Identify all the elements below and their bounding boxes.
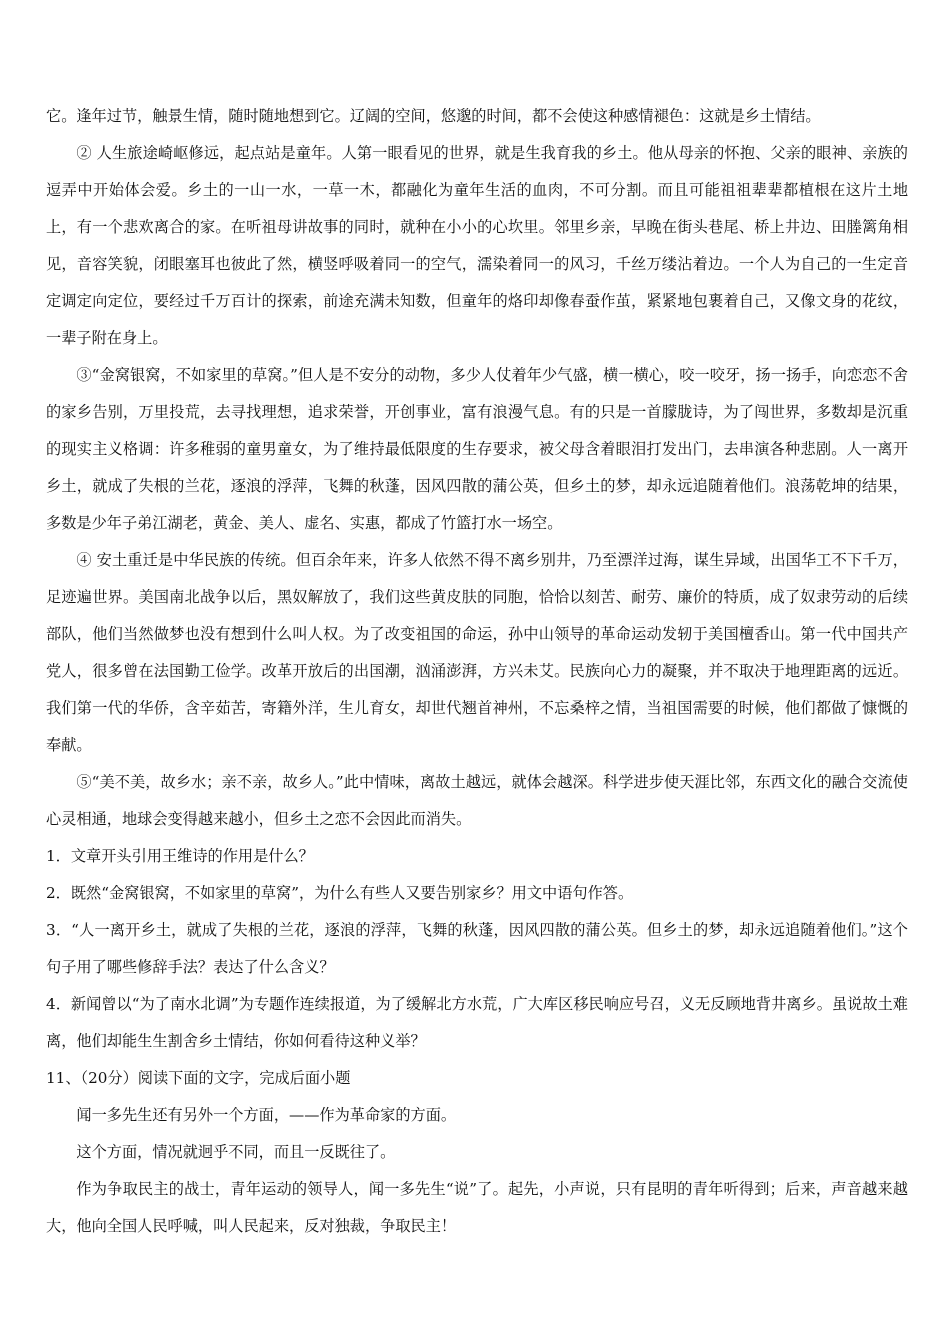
- section-11-heading: 11、（20分）阅读下面的文字，完成后面小题: [46, 1069, 351, 1087]
- article-paragraph-5: ⑤“美不美，故乡水；亲不亲，故乡人。”此中情味，离故土越远，就体会越深。科学进步使天涯比邻，东西文化的融合交流使心灵相通，地球会变得越来越小，但乡土之恋不会因此而消失。: [46, 773, 908, 828]
- question-3: 3．“人一离开乡土，就成了失根的兰花，逐浪的浮萍，飞舞的秋蓬，因风四散的蒲公英。但乡土的梦，却永远追随着他们。”这个句子用了哪些修辞手法？表达了什么含义？: [46, 921, 908, 976]
- section-11-paragraph-2: 这个方面，情况就迥乎不同，而且一反既往了。: [76, 1143, 396, 1161]
- section-11-paragraph-3: 作为争取民主的战士，青年运动的领导人，闻一多先生“说”了。起先，小声说，只有昆明的青年听得到；后来，声音越来越大，他向全国人民呼喊，叫人民起来，反对独裁，争取民主！: [46, 1180, 908, 1235]
- section-11-paragraph-1: 闻一多先生还有另外一个方面，——作为革命家的方面。: [76, 1106, 457, 1124]
- article-paragraph-1-tail: 它。逢年过节，触景生情，随时随地想到它。辽阔的空间，悠邈的时间，都不会使这种感情褪色：这就是乡土情结。: [46, 107, 821, 125]
- question-1: 1．文章开头引用王维诗的作用是什么？: [46, 847, 314, 865]
- article-paragraph-3: ③“金窝银窝，不如家里的草窝。”但人是不安分的动物，多少人仗着年少气盛，横一横心，咬一咬牙，扬一扬手，向恋恋不舍的家乡告别，万里投荒，去寻找理想，追求荣誉，开创事业，富有浪漫气息。有的只是一首朦胧诗，为了闯世界，多数却是沉重的现实主义格调：许多稚弱的童男童女，为了维持最低限度的生存要求，被父母含着眼泪打发出门，去串演各种悲剧。人一离开乡土，就成了失根的兰花，逐浪的浮萍，飞舞的秋蓬，因风四散的蒲公英，但乡土的梦，却永远追随着他们。浪荡乾坤的结果，多数是少年子弟江湖老，黄金、美人、虚名、实惠，都成了竹篮打水一场空。: [46, 366, 908, 532]
- question-4: 4．新闻曾以“为了南水北调”为专题作连续报道，为了缓解北方水荒，广大库区移民响应号召，义无反顾地背井离乡。虽说故土难离，他们却能生生割舍乡土情结，你如何看待这种义举？: [46, 995, 908, 1050]
- question-2: 2．既然“金窝银窝，不如家里的草窝”，为什么有些人又要告别家乡？用文中语句作答。: [46, 884, 634, 902]
- article-paragraph-2: ② 人生旅途崎岖修远，起点站是童年。人第一眼看见的世界，就是生我育我的乡土。他从母亲的怀抱、父亲的眼神、亲族的逗弄中开始体会爱。乡土的一山一水，一草一木，都融化为童年生活的血肉，不可分割。而且可能祖祖辈辈都植根在这片土地上，有一个悲欢离合的家。在听祖母讲故事的同时，就种在小小的心坎里。邻里乡亲，早晚在街头巷尾、桥上井边、田塍篱角相见，音容笑貌，闭眼塞耳也彼此了然，横竖呼吸着同一的空气，濡染着同一的风习，千丝万缕沾着边。一个人为自己的一生定音定调定向定位，要经过千万百计的探索，前途充满未知数，但童年的烙印却像春蚕作茧，紧紧地包裹着自己，又像文身的花纹，一辈子附在身上。: [46, 144, 908, 347]
- article-paragraph-4: ④ 安土重迁是中华民族的传统。但百余年来，许多人依然不得不离乡别井，乃至漂洋过海，谋生异域，出国华工不下千万，足迹遍世界。美国南北战争以后，黑奴解放了，我们这些黄皮肤的同胞，恰恰以刻苦、耐劳、廉价的特质，成了奴隶劳动的后续部队，他们当然做梦也没有想到什么叫人权。为了改变祖国的命运，孙中山领导的革命运动发轫于美国檀香山。第一代中国共产党人，很多曾在法国勤工俭学。改革开放后的出国潮，汹涌澎湃，方兴未艾。民族向心力的凝聚，并不取决于地理距离的远近。我们第一代的华侨，含辛茹苦，寄籍外洋，生儿育女，却世代翘首神州，不忘桑梓之情，当祖国需要的时候，他们都做了慷慨的奉献。: [46, 551, 908, 754]
- document-page: [46, 98, 908, 1245]
